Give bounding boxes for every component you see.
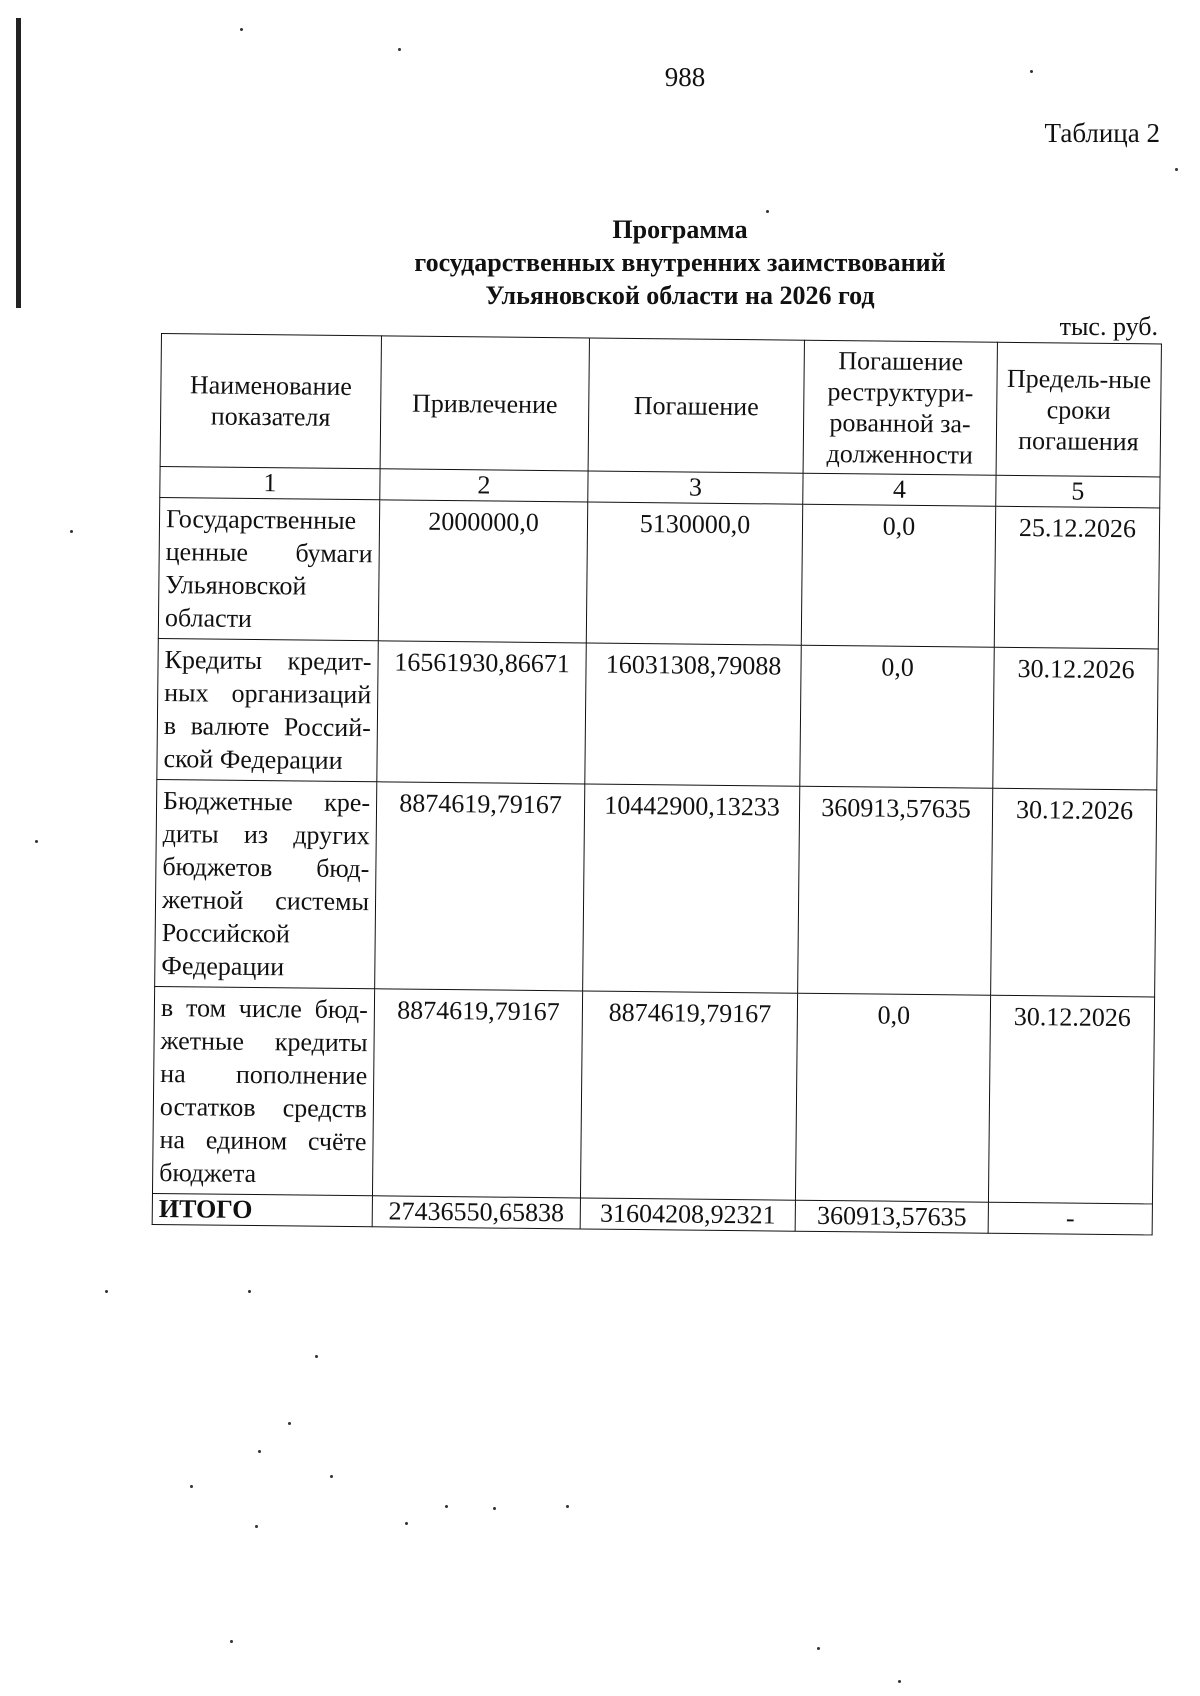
table-row	[152, 986, 1154, 1203]
repayment-cell: 5130000,0	[586, 502, 802, 645]
row-name-cell: в том числе бюд-жетные кредиты на пополнение остатков средств на едином счёте бюджета	[152, 986, 374, 1195]
table-label: Таблица 2	[1044, 118, 1160, 148]
scan-speck	[70, 530, 73, 533]
deadline-cell: 30.12.2026	[993, 647, 1158, 790]
borrowing-cell: 2000000,0	[378, 500, 587, 643]
header-cell: Погашение	[588, 338, 804, 473]
header-cell: Погашение реструктури-рованной за-долженности	[803, 340, 997, 475]
restructured-repayment-cell: 0,0	[801, 504, 995, 647]
column-number-cell: 5	[996, 475, 1160, 508]
scan-speck	[258, 1450, 261, 1453]
column-number-cell: 4	[803, 473, 996, 506]
restructured-repayment-cell: 0,0	[795, 993, 990, 1202]
total-label-cell: ИТОГО	[152, 1193, 372, 1226]
repayment-cell: 8874619,79167	[580, 991, 797, 1200]
scan-speck	[898, 1680, 901, 1683]
table-header-row	[160, 334, 1161, 477]
borrowing-cell: 16561930,86671	[377, 641, 586, 784]
deadline-cell: 25.12.2026	[994, 506, 1159, 649]
scan-speck	[566, 1505, 569, 1508]
scan-speck	[230, 1640, 233, 1643]
title-line-1: Программа	[612, 215, 748, 244]
units-label: тыс. руб.	[1059, 312, 1158, 341]
column-number-cell: 2	[380, 469, 588, 502]
restructured-repayment-cell: 360913,57635	[798, 786, 993, 995]
column-number-cell: 1	[160, 466, 380, 499]
borrowing-cell: 8874619,79167	[372, 989, 582, 1198]
row-name-cell: Государственные ценные бумаги Ульяновской области	[158, 497, 379, 640]
title-line-2: государственных внутренних заимствований	[414, 248, 946, 277]
scan-speck	[190, 1485, 193, 1488]
scan-speck	[240, 28, 243, 31]
header-cell: Предель-ные сроки погашения	[996, 342, 1161, 477]
scan-speck	[315, 1355, 318, 1358]
header-cell: Наименование показателя	[160, 334, 381, 469]
scan-speck	[1175, 168, 1178, 171]
total-deadline-cell: -	[988, 1202, 1152, 1235]
deadline-cell: 30.12.2026	[988, 995, 1154, 1204]
scan-speck	[445, 1505, 448, 1508]
scan-speck	[288, 1422, 291, 1425]
borrowing-cell: 8874619,79167	[375, 782, 585, 991]
borrowing-program-table	[152, 333, 1162, 1235]
title-line-3: Ульяновской области на 2026 год	[485, 281, 875, 310]
scan-speck	[105, 1290, 108, 1293]
total-restructured-repayment-cell: 360913,57635	[795, 1200, 988, 1233]
row-name-cell: Бюджетные кре-диты из других бюджетов бюд-жетной системы Российской Федерации	[155, 779, 377, 988]
total-repayment-cell: 31604208,92321	[580, 1198, 795, 1231]
header-cell: Привлечение	[380, 336, 589, 471]
scan-speck	[248, 1290, 251, 1293]
total-borrowing-cell: 27436550,65838	[372, 1196, 580, 1229]
table-row	[158, 497, 1159, 648]
row-name-cell: Кредиты кредит-ных организаций в валюте Россий-ской Федерации	[157, 638, 378, 781]
repayment-cell: 16031308,79088	[585, 643, 801, 786]
restructured-repayment-cell: 0,0	[800, 645, 994, 788]
page-number: 988	[664, 62, 706, 92]
column-number-cell: 3	[588, 471, 803, 504]
scan-speck	[493, 1507, 496, 1510]
scan-speck	[255, 1525, 258, 1528]
scan-speck	[35, 840, 38, 843]
scan-speck	[330, 1475, 333, 1478]
document-title	[320, 213, 1040, 312]
scan-speck	[817, 1647, 820, 1650]
table-row	[155, 779, 1157, 996]
deadline-cell: 30.12.2026	[991, 788, 1157, 997]
scan-speck	[398, 48, 401, 51]
scan-speck	[405, 1522, 408, 1525]
repayment-cell: 10442900,13233	[583, 784, 800, 993]
table-row	[157, 638, 1158, 789]
